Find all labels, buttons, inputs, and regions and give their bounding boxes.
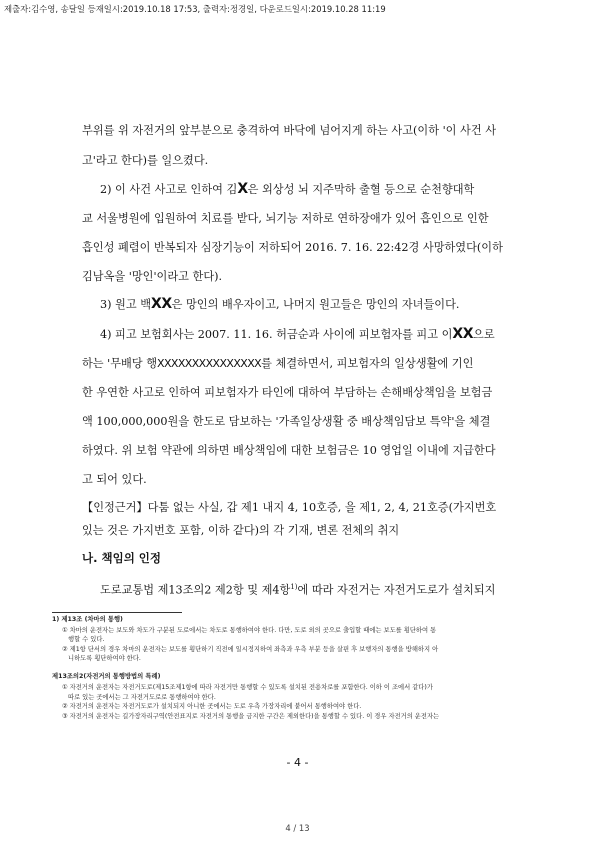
body-line: 3) 원고 백XX은 망인의 배우자이고, 나머지 원고들은 망인의 자녀들이다. xyxy=(100,296,460,312)
body-line: 김남옥을 '망인'이라고 한다). xyxy=(82,270,223,283)
body-line: 교 서울병원에 입원하여 치료를 받다, 뇌기능 저하로 연하장애가 있어 흡인으로 인한 xyxy=(82,212,489,225)
footnote-line: 니하도록 횡단하여야 한다. xyxy=(68,655,141,662)
redaction-mark: XX xyxy=(151,296,172,312)
body-line: 하였다. 위 보험 약관에 의하면 배상책임에 대한 보험금은 10 영업일 이내에 지급한다 xyxy=(82,444,496,457)
body-line: 액 100,000,000원을 한도로 담보하는 '가족일상생활 중 배상책임담보 특약'을 체결 xyxy=(82,415,491,428)
body-line: 하는 '무배당 행XXXXXXXXXXXXXXX를 체결하면서, 피보험자의 일상생활에 기인 xyxy=(82,357,474,370)
footnote-line: ① 차마의 운전자는 보도와 차도가 구분된 도로에서는 차도로 통행하여야 한다. 다만, 도로 외의 곳으로 출입할 때에는 보도를 횡단하여 통 xyxy=(62,627,437,634)
footnote-line: ① 자전거의 운전자는 자전거도로(제15조제1항에 따라 자전거만 통행할 수 있도록 설치된 전용차로를 포함한다. 이하 이 조에서 같다)가 xyxy=(62,684,433,691)
footnote-line: 행할 수 있다. xyxy=(68,636,105,643)
body-line: 2) 이 사건 사고로 인하여 김X은 외상성 뇌 지주막하 출혈 등으로 순천향대학 xyxy=(100,181,475,197)
footnote-line: ② 자전거의 운전자는 자전거도로가 설치되지 아니한 곳에서는 도로 우측 가장자리에 붙어서 통행하여야 한다. xyxy=(62,703,362,710)
body-line: 한 우연한 사고로 인하여 피보험자가 타인에 대하여 부담하는 손해배상책임을 보험금 xyxy=(82,386,493,399)
body-line: 있는 것은 가지번호 포함, 이하 같다)의 각 기재, 변론 전체의 취지 xyxy=(82,524,400,537)
body-line: 도로교통법 제13조의2 제2항 및 제4항$^{1)}$에 따라 자전거는 자전거도로가 설치되지 xyxy=(100,583,496,597)
body-line: 고 되어 있다. xyxy=(82,473,147,486)
footnote-line: ③ 자전거의 운전자는 길가장자리구역(안전표지로 자전거의 통행을 금지한 구간은 제외한다)을 통행할 수 있다. 이 경우 자전거의 운전자는 xyxy=(62,713,440,720)
footnote-line: 제13조의2(자전거의 통행방법의 특례) xyxy=(52,673,161,680)
section-heading: 나. 책임의 인정 xyxy=(82,551,162,565)
body-line: 흡인성 폐렴이 반복되자 심장기능이 저하되어 2016. 7. 16. 22:42경 사망하였다(이하 xyxy=(82,241,503,254)
body-line: 4) 피고 보험회사는 2007. 11. 16. 허금순과 사이에 피보험자를 피고 이XX으로 xyxy=(100,326,495,342)
redaction-mark: XX xyxy=(452,326,474,342)
body-line: 고'라고 한다)를 일으켰다. xyxy=(82,154,209,167)
page-counter: 4 / 13 xyxy=(285,823,310,833)
submission-header: 제출자:김수영, 송달일 등재일시:2019.10.18 17:53, 출력자:정경일, 다운로드일시:2019.10.28 11:19 xyxy=(4,4,386,14)
body-line: 부위를 위 자전거의 앞부분으로 충격하여 바닥에 넘어지게 하는 사고(이하 '이 사건 사 xyxy=(82,124,497,137)
redaction-mark: XXXXXXXXXXXXXXX xyxy=(157,357,262,370)
redaction-mark: X xyxy=(237,181,248,197)
evidence-basis-line: 【인정근거】다툼 없는 사실, 갑 제1 내지 4, 10호증, 을 제1, 2, 4, 21호증(가지번호 xyxy=(82,501,497,514)
footnote-line: 따로 있는 곳에서는 그 자전거도로로 통행하여야 한다. xyxy=(68,694,216,701)
footnote-line: ② 제1항 단서의 경우 차마의 운전자는 보도를 횡단하기 직전에 일시정지하여 좌측과 우측 부분 등을 살핀 후 보행자의 통행을 방해하지 아 xyxy=(62,646,439,653)
footnote-ref[interactable]: 1) xyxy=(290,583,298,591)
footnote-line: 1) 제13조 (차마의 통행) xyxy=(52,616,123,623)
page-number: - 4 - xyxy=(286,756,309,769)
footnote-divider xyxy=(52,612,182,613)
